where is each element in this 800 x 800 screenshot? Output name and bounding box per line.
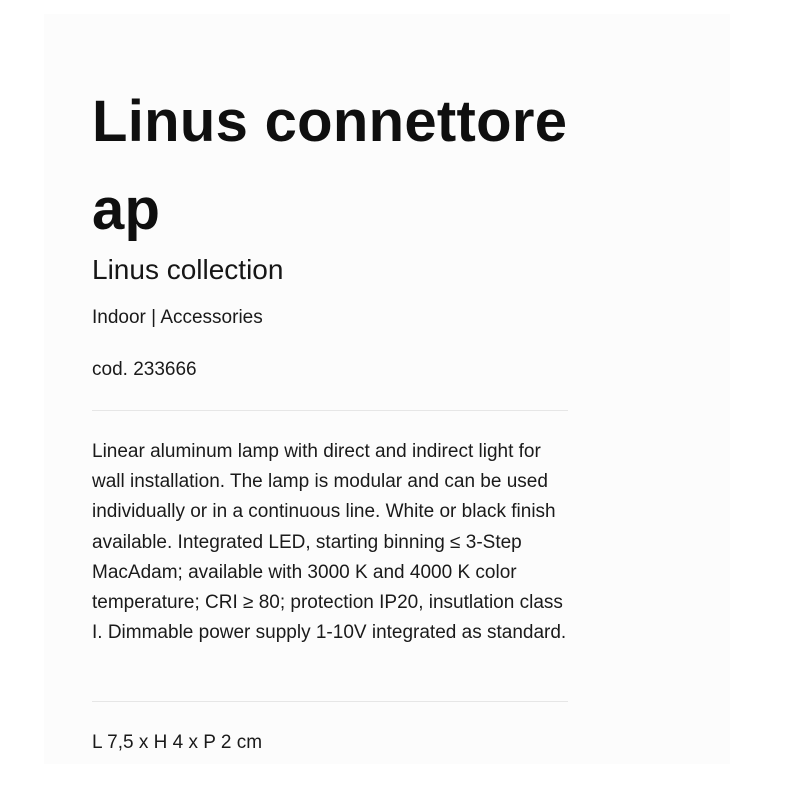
divider	[92, 410, 568, 411]
divider	[92, 701, 568, 702]
product-code: cod. 233666	[92, 359, 197, 380]
product-dimensions: L 7,5 x H 4 x P 2 cm	[92, 732, 263, 753]
collection-name: Linus collection	[92, 254, 284, 285]
product-title: Linus connettore ap	[92, 89, 568, 242]
product-description: Linear aluminum lamp with direct and indirect light for wall installation. The lamp is modular and can be used individually or in a continuous line. White or black finish available. Integrated LED, starting binning ≤ 3-Step MacAdam; available with 3000 K and 4000 K color temperature; CRI ≥ 80; protection IP20, insutlation class I. Dimmable power supply 1-10V integrated as standard.	[92, 441, 567, 644]
product-categories: Indoor | Accessories	[92, 307, 263, 328]
